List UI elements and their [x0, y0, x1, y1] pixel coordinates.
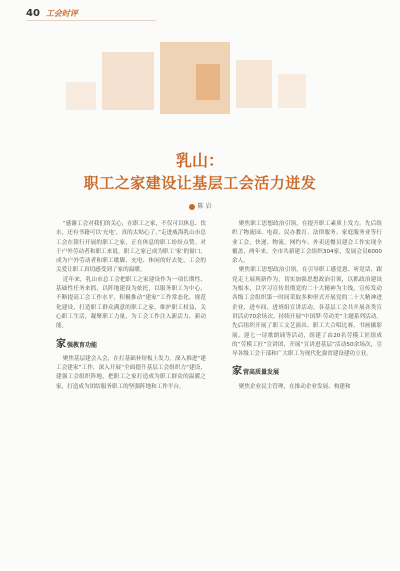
subhead-text: 强教育功能	[67, 341, 98, 349]
subhead-char: 家	[56, 338, 66, 350]
hero-block-far-right	[278, 74, 306, 108]
subhead	[56, 340, 206, 350]
page-header	[26, 6, 78, 20]
subhead-text: 营高质量发展	[243, 369, 280, 377]
author-bullet-icon	[189, 204, 195, 210]
title-line-1: 乳山：	[175, 151, 224, 170]
hero-block-right	[236, 60, 272, 108]
paragraph: 聚焦基层建会入会，在打基础补短板上发力。深入推进“建工会建家”工作，深入开展“全面提升基层工会组织力”建设，建强工会组织阵地，把职工之家打造成为职工群众的温暖之家，打造成为团结服务职工的坚强阵地和工作平台。	[56, 355, 206, 390]
author-name: 陈 岩	[197, 203, 212, 210]
paragraph: 聚焦企业民主管理，在推动企业发展、构建和	[238, 383, 351, 390]
article-title	[0, 150, 400, 194]
subhead-char: 家	[232, 366, 242, 378]
page-number: 40	[26, 7, 40, 19]
left-column	[56, 220, 206, 392]
paragraph: 聚焦职工思想政治引领，在提升职工素质上发力。先后组织了物流园、电商、民办教育、法律服务、家庭服务业等行业工会，快递、物流、网约车、外卖送餐员建会工作实现全覆盖，两年来，全市共新建工会组织304家，发展会员6000余人。	[232, 221, 382, 265]
hero-graphic	[62, 38, 354, 124]
subhead	[232, 367, 382, 377]
paragraph: “感谢工会对我们的关心，在职工之家，不仅可以休息、饮水，还有书籍可以‘充电’，真的太贴心了。”走进威海乳山市总工会在银行开展的职工之家，正在休息的职工纷纷点赞。对于户外劳动者和职工来说，职工之家已成为职工‘家’的窗口，成为户外劳动者和职工歇脚、充电、休闲的好去处，工会的关爱让职工真切感受到了家的温暖。	[56, 221, 206, 274]
paragraph: 聚焦职工思想政治引领，在引导职工感党恩、听党话、跟党走上展现新作为。切实加强思想政治引领，以抓政治建设为根本，以学习宣传贯彻党的二十大精神为主线，宣传发动各级工会组织第一时间采取多种形式开展党的二十大精神进企业、进车间、进班组宣讲活动，各基层工会共开展各类宣讲活动70余场次。持续开展“中国梦·劳动美”主题系列活动。先后组织开展了职工文艺演出、职工大合唱比赛、书画摄影展、迎七一诗歌朗诵等活动，组建了由20名劳模工匠组成的“劳模工匠”宣讲团，开展“宣讲进基层”活动50余场次，引导各级工会干部和广大职工为现代化强省建设建功立业。	[232, 267, 382, 358]
header-rule	[26, 20, 156, 21]
author-byline	[0, 201, 400, 210]
section-tag: 工会时评	[45, 8, 78, 18]
right-column	[232, 220, 382, 392]
paragraph: 近年来，乳山市总工会把职工之家建设作为一项长期性、基础性任务来抓，以阵地建设为依托，以服务职工为中心，不断提高工会工作水平，积极推动“建家”工作常态化、规范化建设，打造职工群众满意的职工之家，维护职工权益，关心职工生活，凝聚职工力量，为工会工作注入新活力、新动能。	[56, 276, 206, 330]
title-line-2: 职工之家建设让基层工会活力迸发	[83, 174, 317, 192]
hero-block-far-left	[66, 82, 96, 110]
hero-accent	[196, 64, 220, 100]
hero-block-left	[102, 52, 154, 110]
